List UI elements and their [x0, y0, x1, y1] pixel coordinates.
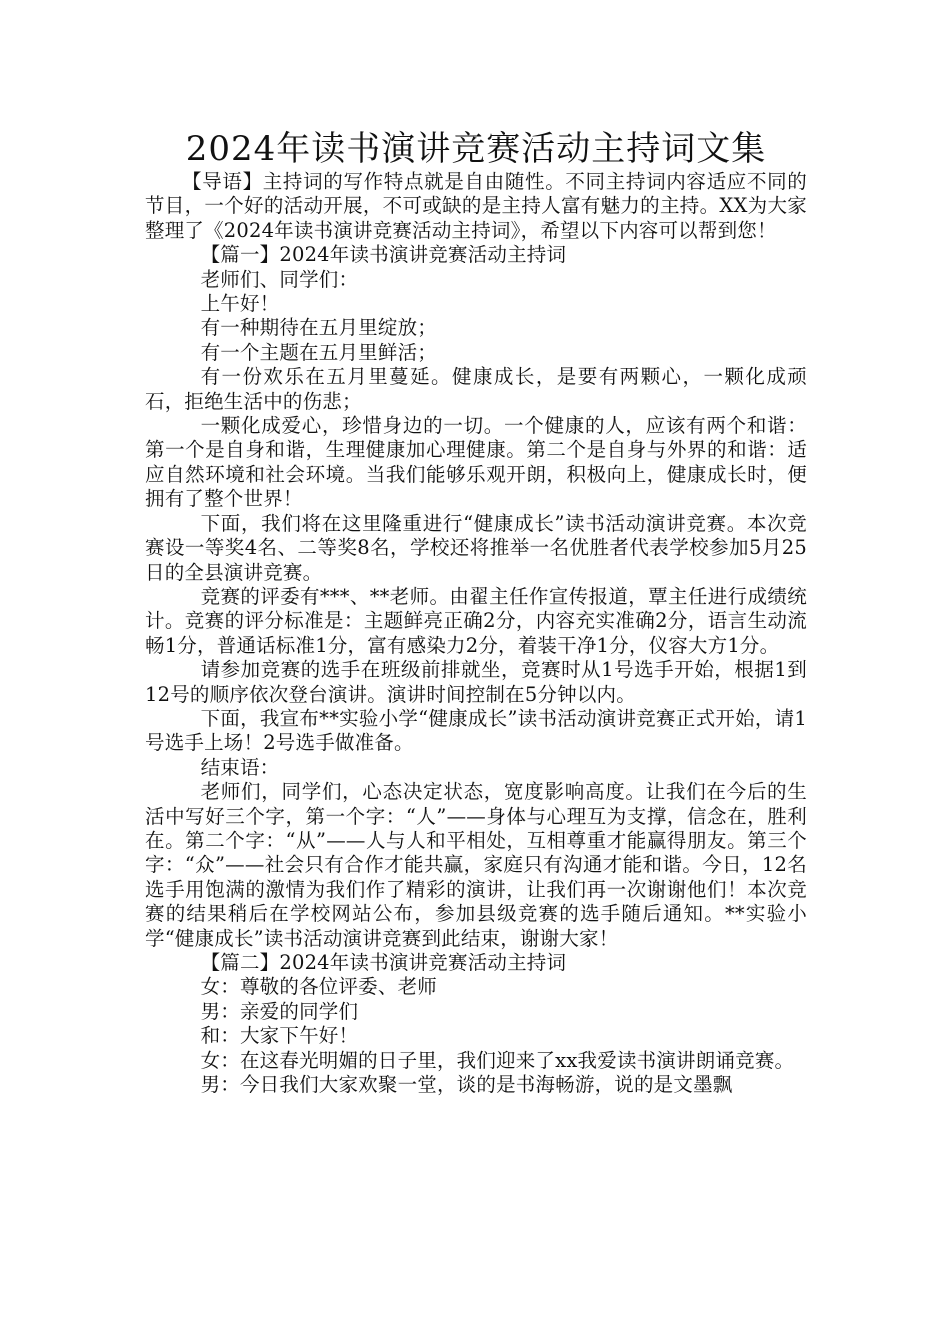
paragraph: 上午好！: [200, 292, 280, 316]
paragraph: 下面，我宣布**实验小学“健康成长”读书活动演讲竞赛正式开始，请1号选手上场！2号选手做准备。: [145, 706, 807, 755]
paragraph: 和：大家下午好！: [200, 1024, 359, 1048]
paragraph: 男：今日我们大家欢聚一堂，谈的是书海畅游，说的是文墨飘: [200, 1073, 733, 1097]
paragraph: 请参加竞赛的选手在班级前排就坐，竞赛时从1号选手开始，根据1到12号的顺序依次登台演讲。演讲时间控制在5分钟以内。: [145, 658, 807, 706]
paragraph: 竞赛的评委有***、**老师。由翟主任作宣传报道，覃主任进行成绩统计。竞赛的评分标准是：主题鲜亮正确2分，内容充实准确2分，语言生动流畅1分，普通话标准1分，富有感染力2分，着装干净1分，仪容大方1分。: [145, 584, 807, 657]
paragraph: 男：亲爱的同学们: [200, 999, 359, 1023]
paragraph: 有一份欢乐在五月里蔓延。健康成长，是要有两颗心，一颗化成顽石，拒绝生活中的伤悲；: [145, 365, 807, 413]
paragraph: 有一个主题在五月里鲜活；: [200, 340, 437, 364]
paragraph: 有一种期待在五月里绽放；: [200, 316, 437, 340]
document-page: [145, 128, 807, 1097]
section-heading-2: 【篇二】2024年读书演讲竞赛活动主持词: [200, 951, 567, 974]
paragraph: 老师们，同学们，心态决定状态，宽度影响高度。让我们在今后的生活中写好三个字，第一个字：“人”——身体与心理互为支撑，信念在，胜利在。第二个字：“从”——人与人和平相处，互相尊重才能赢得朋友。第三个字：“众”——社会只有合作才能共赢，家庭只有沟通才能和谐。今日，12名选手用饱满的激情为我们作了精彩的演讲，让我们再一次谢谢他们！本次竞赛的结果稍后在学校网站公布，参加县级竞赛的选手随后通知。**实验小学“健康成长”读书活动演讲竞赛到此结束，谢谢大家！: [145, 780, 807, 950]
paragraph: 结束语：: [200, 755, 280, 779]
section-heading-1: 【篇一】2024年读书演讲竞赛活动主持词: [200, 243, 567, 267]
paragraph: 老师们、同学们：: [200, 267, 359, 291]
paragraph-intro: 【导语】主持词的写作特点就是自由随性。不同主持词内容适应不同的节目，一个好的活动开展，不可或缺的是主持人富有魅力的主持。XX为大家整理了《2024年读书演讲竞赛活动主持词》，希望以下内容可以帮到您！: [145, 170, 807, 242]
paragraph: 女：在这春光明媚的日子里，我们迎来了xx我爱读书演讲朗诵竞赛。: [200, 1048, 795, 1072]
paragraph: 女：尊敬的各位评委、老师: [200, 975, 437, 999]
paragraph: 一颗化成爱心，珍惜身边的一切。一个健康的人，应该有两个和谐：第一个是自身和谐，生理健康加心理健康。第二个是自身与外界的和谐：适应自然环境和社会环境。当我们能够乐观开朗，积极向上，健康成长时，便拥有了整个世界！: [145, 414, 807, 511]
document-title: 2024年读书演讲竞赛活动主持词文集: [185, 129, 767, 169]
paragraph: 下面，我们将在这里隆重进行“健康成长”读书活动演讲竞赛。本次竞赛设一等奖4名、二等奖8名，学校还将推举一名优胜者代表学校参加5月25日的全县演讲竞赛。: [145, 511, 807, 584]
